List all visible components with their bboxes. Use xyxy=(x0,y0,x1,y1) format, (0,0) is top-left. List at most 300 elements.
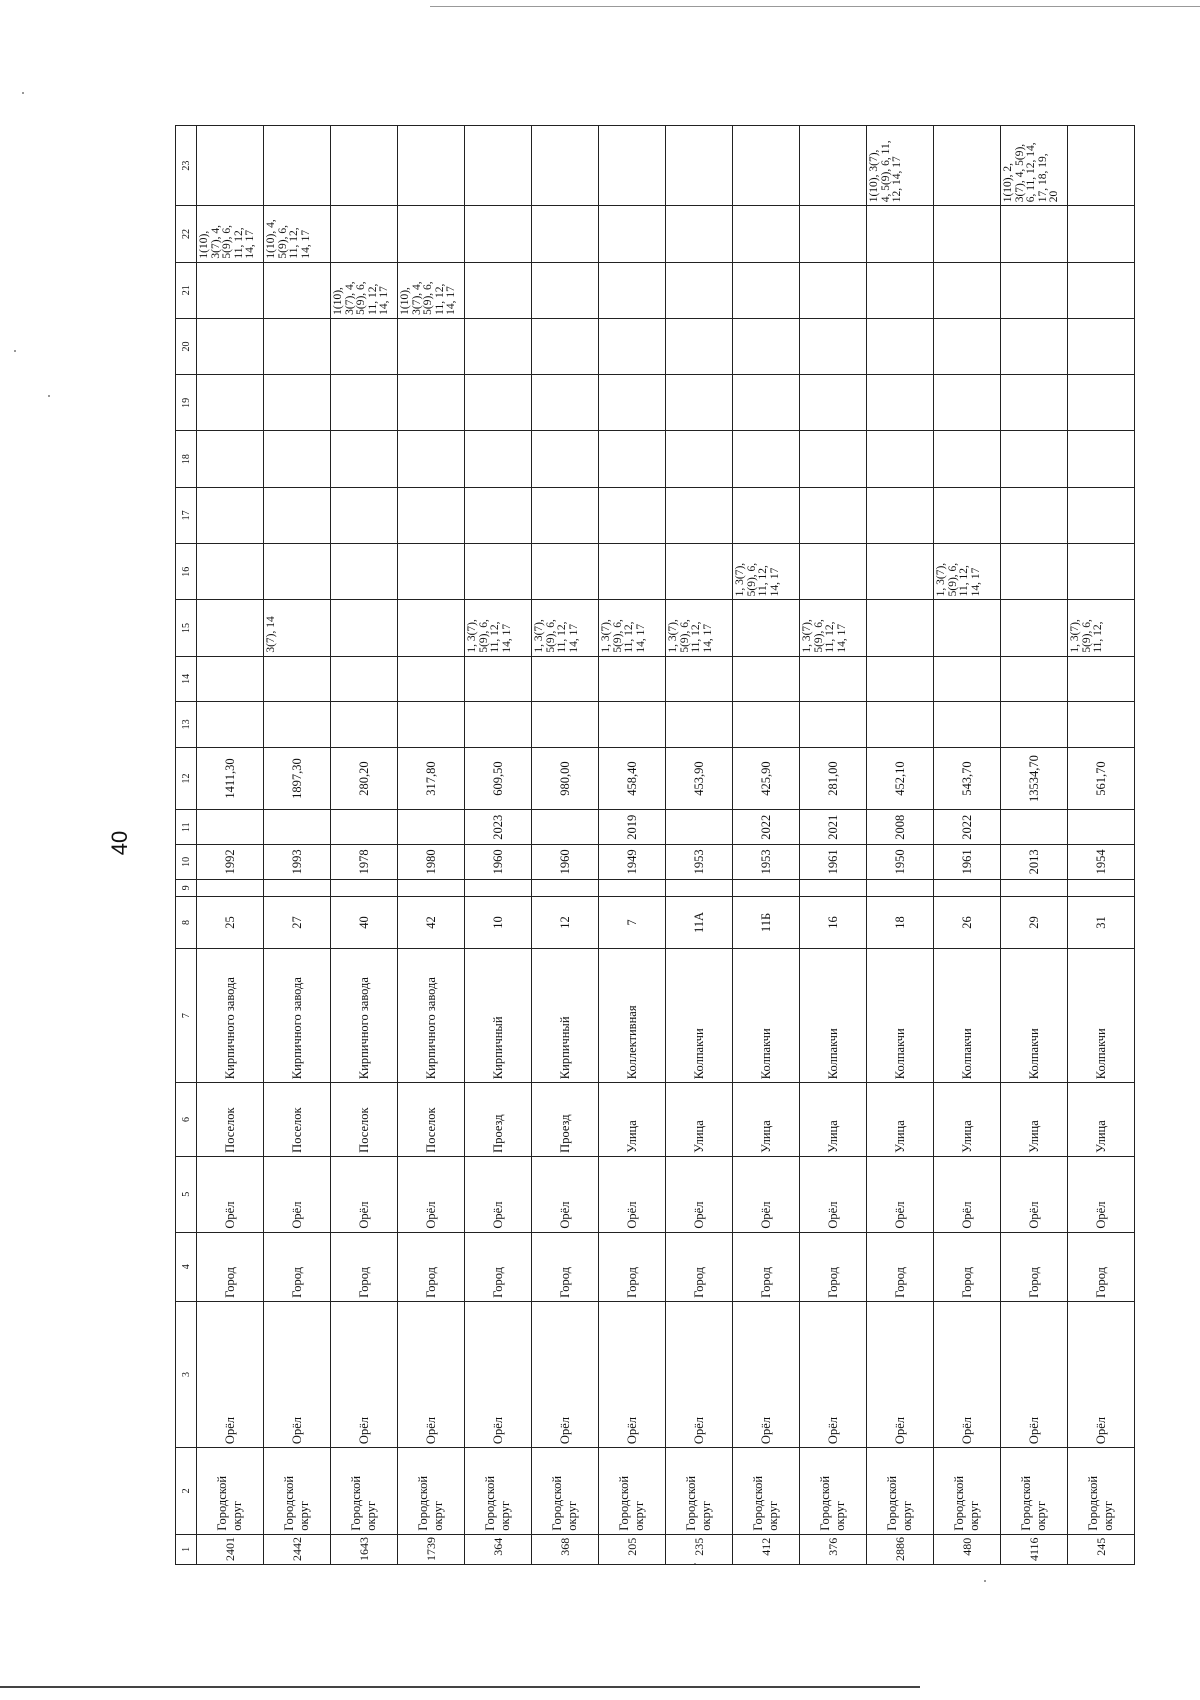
table-cell xyxy=(800,126,867,206)
table-cell: Орёл xyxy=(934,1301,1001,1447)
column-number: 13 xyxy=(176,702,197,747)
table-cell xyxy=(1001,262,1068,318)
table-cell xyxy=(532,702,599,747)
table-cell xyxy=(331,702,398,747)
table-cell: Городской округ xyxy=(331,1448,398,1535)
table-cell xyxy=(197,702,264,747)
table-cell: 376 xyxy=(800,1534,867,1564)
table-cell xyxy=(398,206,465,262)
table-cell: Поселок xyxy=(398,1083,465,1157)
table-cell: Улица xyxy=(1001,1083,1068,1157)
table-cell xyxy=(867,879,934,896)
table-cell: Городской округ xyxy=(867,1448,934,1535)
table-cell: Город xyxy=(1068,1232,1135,1301)
table-cell xyxy=(867,656,934,701)
table-cell xyxy=(733,206,800,262)
table-cell xyxy=(599,318,666,374)
table-cell xyxy=(599,702,666,747)
table-cell: Город xyxy=(934,1232,1001,1301)
table-cell: 3(7), 14 xyxy=(264,600,331,656)
table-cell xyxy=(197,656,264,701)
table-cell: Орёл xyxy=(867,1301,934,1447)
table-cell: Город xyxy=(867,1232,934,1301)
column-number: 16 xyxy=(176,544,197,600)
table-cell: 1960 xyxy=(465,845,532,880)
table-row xyxy=(465,126,532,1565)
table-cell xyxy=(532,810,599,845)
column-number: 21 xyxy=(176,262,197,318)
table-cell: 42 xyxy=(398,896,465,948)
table-cell: 1(10), 2, 3(7), 4, 5(9), 6, 11, 12, 14, 17, 18, 19, 20 xyxy=(1001,126,1068,206)
table-cell xyxy=(867,262,934,318)
table-cell xyxy=(264,126,331,206)
table-cell xyxy=(1001,656,1068,701)
table-cell xyxy=(867,431,934,487)
table-cell xyxy=(867,600,934,656)
table-cell xyxy=(800,656,867,701)
table-row xyxy=(331,126,398,1565)
table-cell xyxy=(666,656,733,701)
table-cell: Орёл xyxy=(331,1156,398,1232)
table-cell xyxy=(934,879,1001,896)
table-cell: 1739 xyxy=(398,1534,465,1564)
table-cell xyxy=(934,318,1001,374)
table-cell xyxy=(331,600,398,656)
table-cell: 27 xyxy=(264,896,331,948)
table-cell xyxy=(398,656,465,701)
table-cell xyxy=(197,544,264,600)
table-cell: Орёл xyxy=(398,1301,465,1447)
table-cell xyxy=(532,375,599,431)
column-number: 2 xyxy=(176,1448,197,1535)
table-cell xyxy=(1068,810,1135,845)
column-number: 17 xyxy=(176,487,197,543)
rotated-table-wrapper xyxy=(175,125,1115,1565)
table-cell: 1953 xyxy=(666,845,733,880)
table-cell: Орёл xyxy=(934,1156,1001,1232)
table-cell: Орёл xyxy=(1001,1156,1068,1232)
table-cell: 1978 xyxy=(331,845,398,880)
table-cell: Город xyxy=(331,1232,398,1301)
table-cell xyxy=(800,879,867,896)
table-cell: 1, 3(7), 5(9), 6, 11, 12, 14, 17 xyxy=(599,600,666,656)
table-cell xyxy=(264,810,331,845)
table-cell: 425,90 xyxy=(733,747,800,810)
column-number: 5 xyxy=(176,1156,197,1232)
table-cell xyxy=(867,544,934,600)
table-cell xyxy=(867,375,934,431)
table-cell xyxy=(666,487,733,543)
column-number: 20 xyxy=(176,318,197,374)
table-cell: 609,50 xyxy=(465,747,532,810)
table-cell: 25 xyxy=(197,896,264,948)
table-cell: Город xyxy=(733,1232,800,1301)
table-cell xyxy=(1068,318,1135,374)
table-cell: 1, 3(7), 5(9), 6, 11, 12, 14, 17 xyxy=(733,544,800,600)
table-cell xyxy=(733,702,800,747)
table-cell: Орёл xyxy=(733,1156,800,1232)
table-cell xyxy=(331,544,398,600)
column-number: 19 xyxy=(176,375,197,431)
table-cell xyxy=(733,656,800,701)
table-cell xyxy=(800,431,867,487)
table-cell: 1, 3(7), 5(9), 6, 11, 12, 14, 17 xyxy=(532,600,599,656)
table-cell: 280,20 xyxy=(331,747,398,810)
table-cell: Городской округ xyxy=(532,1448,599,1535)
table-cell: Орёл xyxy=(532,1156,599,1232)
table-cell xyxy=(398,600,465,656)
table-cell xyxy=(465,656,532,701)
table-cell: Улица xyxy=(599,1083,666,1157)
table-cell: Колпакчи xyxy=(867,948,934,1082)
table-cell: Колпакчи xyxy=(1001,948,1068,1082)
scan-speck xyxy=(984,1580,986,1582)
table-cell: Город xyxy=(1001,1232,1068,1301)
table-cell xyxy=(934,375,1001,431)
table-cell: 245 xyxy=(1068,1534,1135,1564)
table-cell: Орёл xyxy=(599,1156,666,1232)
table-cell xyxy=(666,206,733,262)
table-cell xyxy=(733,879,800,896)
column-number: 18 xyxy=(176,431,197,487)
table-cell: Орёл xyxy=(197,1301,264,1447)
table-cell: Орёл xyxy=(800,1156,867,1232)
table-cell xyxy=(465,487,532,543)
table-cell: Городской округ xyxy=(733,1448,800,1535)
table-cell xyxy=(264,544,331,600)
table-cell: Городской округ xyxy=(197,1448,264,1535)
table-cell: 1897,30 xyxy=(264,747,331,810)
table-cell xyxy=(398,318,465,374)
table-row xyxy=(934,126,1001,1565)
table-cell: Улица xyxy=(867,1083,934,1157)
table-cell xyxy=(331,375,398,431)
table-cell: Улица xyxy=(934,1083,1001,1157)
table-cell xyxy=(733,600,800,656)
table-cell xyxy=(331,126,398,206)
table-cell xyxy=(800,375,867,431)
table-cell xyxy=(331,318,398,374)
table-cell xyxy=(331,487,398,543)
table-cell xyxy=(398,702,465,747)
table-cell: 13534,70 xyxy=(1001,747,1068,810)
table-cell: 2019 xyxy=(599,810,666,845)
table-cell: Город xyxy=(264,1232,331,1301)
table-cell xyxy=(733,318,800,374)
column-number: 15 xyxy=(176,600,197,656)
table-cell xyxy=(532,431,599,487)
table-cell xyxy=(1001,431,1068,487)
table-cell: Поселок xyxy=(331,1083,398,1157)
table-cell: 368 xyxy=(532,1534,599,1564)
table-cell xyxy=(532,318,599,374)
table-cell: 11А xyxy=(666,896,733,948)
table-cell xyxy=(800,318,867,374)
table-cell xyxy=(599,262,666,318)
table-cell: Город xyxy=(599,1232,666,1301)
table-cell xyxy=(331,879,398,896)
table-cell: Городской округ xyxy=(666,1448,733,1535)
table-cell: Проезд xyxy=(532,1083,599,1157)
table-cell: 12 xyxy=(532,896,599,948)
table-row xyxy=(197,126,264,1565)
table-cell xyxy=(934,656,1001,701)
table-cell xyxy=(1001,879,1068,896)
table-cell xyxy=(1001,600,1068,656)
table-cell xyxy=(398,375,465,431)
table-cell xyxy=(599,544,666,600)
table-cell xyxy=(733,487,800,543)
column-number-header xyxy=(176,126,197,1565)
table-cell: 1(10), 3(7), 4, 5(9), 6, 11, 12, 14, 17 xyxy=(867,126,934,206)
table-cell: 205 xyxy=(599,1534,666,1564)
table-cell: Кирпичный xyxy=(465,948,532,1082)
table-cell xyxy=(599,656,666,701)
bottom-scan-edge xyxy=(0,1686,920,1688)
table-cell xyxy=(1001,375,1068,431)
table-cell xyxy=(331,656,398,701)
column-number: 4 xyxy=(176,1232,197,1301)
column-number: 8 xyxy=(176,896,197,948)
table-row xyxy=(264,126,331,1565)
table-cell: 543,70 xyxy=(934,747,1001,810)
column-number: 12 xyxy=(176,747,197,810)
table-cell: Городской округ xyxy=(398,1448,465,1535)
table-cell xyxy=(398,431,465,487)
table-cell: Городской округ xyxy=(264,1448,331,1535)
column-number: 14 xyxy=(176,656,197,701)
table-cell xyxy=(264,879,331,896)
column-number: 7 xyxy=(176,948,197,1082)
table-cell: 1980 xyxy=(398,845,465,880)
table-cell xyxy=(800,262,867,318)
table-cell xyxy=(934,262,1001,318)
table-cell: Улица xyxy=(1068,1083,1135,1157)
table-cell: Город xyxy=(398,1232,465,1301)
table-cell xyxy=(666,810,733,845)
table-cell: Орёл xyxy=(465,1156,532,1232)
table-cell: 453,90 xyxy=(666,747,733,810)
table-cell: 4116 xyxy=(1001,1534,1068,1564)
table-cell xyxy=(465,318,532,374)
table-cell xyxy=(532,206,599,262)
table-cell xyxy=(331,206,398,262)
table-cell: 1992 xyxy=(197,845,264,880)
table-cell xyxy=(465,375,532,431)
table-cell: 1954 xyxy=(1068,845,1135,880)
table-cell: Орёл xyxy=(800,1301,867,1447)
table-cell xyxy=(398,879,465,896)
table-cell xyxy=(264,318,331,374)
table-cell: 1, 3(7), 5(9), 6, 11, 12, xyxy=(1068,600,1135,656)
table-cell xyxy=(1001,206,1068,262)
table-cell xyxy=(465,431,532,487)
table-cell xyxy=(197,810,264,845)
table-cell: 980,00 xyxy=(532,747,599,810)
table-cell: 10 xyxy=(465,896,532,948)
table-cell: Орёл xyxy=(532,1301,599,1447)
table-cell: Колпакчи xyxy=(934,948,1001,1082)
table-cell xyxy=(599,206,666,262)
table-cell xyxy=(197,126,264,206)
table-cell xyxy=(733,262,800,318)
table-cell: 1, 3(7), 5(9), 6, 11, 12, 14, 17 xyxy=(800,600,867,656)
table-cell xyxy=(1068,262,1135,318)
column-number: 9 xyxy=(176,879,197,896)
table-cell xyxy=(532,544,599,600)
table-cell: Колпакчи xyxy=(733,948,800,1082)
table-cell: 11Б xyxy=(733,896,800,948)
table-cell: Орёл xyxy=(1068,1301,1135,1447)
table-cell xyxy=(532,262,599,318)
table-cell: 16 xyxy=(800,896,867,948)
column-number: 6 xyxy=(176,1083,197,1157)
table-cell: Поселок xyxy=(197,1083,264,1157)
column-number: 10 xyxy=(176,845,197,880)
table-cell: 2013 xyxy=(1001,845,1068,880)
table-cell: Городской округ xyxy=(1001,1448,1068,1535)
table-cell xyxy=(733,126,800,206)
table-cell: Орёл xyxy=(197,1156,264,1232)
table-cell: 1(10), 4, 5(9), 6, 11, 12, 14, 17 xyxy=(264,206,331,262)
table-cell: 2442 xyxy=(264,1534,331,1564)
table-cell: 18 xyxy=(867,896,934,948)
table-cell: Коллективная xyxy=(599,948,666,1082)
table-cell xyxy=(666,375,733,431)
scan-speck xyxy=(22,92,24,94)
table-cell xyxy=(1068,206,1135,262)
table-cell xyxy=(532,656,599,701)
table-cell xyxy=(733,375,800,431)
table-cell xyxy=(733,431,800,487)
table-cell: Кирпичного завода xyxy=(197,948,264,1082)
table-cell: Орёл xyxy=(398,1156,465,1232)
column-number: 23 xyxy=(176,126,197,206)
register-table xyxy=(175,125,1135,1565)
table-cell: Город xyxy=(532,1232,599,1301)
table-row xyxy=(733,126,800,1565)
table-cell xyxy=(867,487,934,543)
table-cell xyxy=(666,262,733,318)
scan-speck xyxy=(48,395,50,397)
table-cell: 1953 xyxy=(733,845,800,880)
table-cell: Городской округ xyxy=(599,1448,666,1535)
table-cell: Кирпичного завода xyxy=(398,948,465,1082)
table-cell: Кирпичного завода xyxy=(264,948,331,1082)
table-cell xyxy=(1001,810,1068,845)
top-scan-edge xyxy=(430,6,1200,7)
table-cell: Городской округ xyxy=(1068,1448,1135,1535)
column-number: 1 xyxy=(176,1534,197,1564)
table-cell xyxy=(532,879,599,896)
table-cell: 1(10), 3(7), 4, 5(9), 6, 11, 12, 14, 17 xyxy=(197,206,264,262)
table-cell: Орёл xyxy=(1068,1156,1135,1232)
table-cell: 1949 xyxy=(599,845,666,880)
table-cell: Орёл xyxy=(264,1301,331,1447)
table-cell: 561,70 xyxy=(1068,747,1135,810)
table-cell xyxy=(398,126,465,206)
table-cell xyxy=(465,544,532,600)
table-cell xyxy=(197,262,264,318)
table-cell xyxy=(264,656,331,701)
table-cell: 1(10), 3(7), 4, 5(9), 6, 11, 12, 14, 17 xyxy=(398,262,465,318)
table-cell: 480 xyxy=(934,1534,1001,1564)
table-cell: 7 xyxy=(599,896,666,948)
table-cell xyxy=(1068,126,1135,206)
table-cell: Городской округ xyxy=(800,1448,867,1535)
table-cell xyxy=(800,702,867,747)
table-cell xyxy=(666,879,733,896)
table-cell: Колпакчи xyxy=(1068,948,1135,1082)
table-cell: Кирпичного завода xyxy=(331,948,398,1082)
register-table-body xyxy=(176,126,1135,1565)
table-cell: 2886 xyxy=(867,1534,934,1564)
table-row xyxy=(867,126,934,1565)
table-cell xyxy=(264,262,331,318)
table-row xyxy=(398,126,465,1565)
table-cell xyxy=(666,544,733,600)
table-cell: 1411,30 xyxy=(197,747,264,810)
table-cell: 31 xyxy=(1068,896,1135,948)
table-cell: Колпакчи xyxy=(800,948,867,1082)
table-cell xyxy=(867,318,934,374)
table-row xyxy=(599,126,666,1565)
table-cell xyxy=(934,206,1001,262)
table-cell xyxy=(465,262,532,318)
table-cell xyxy=(398,544,465,600)
table-cell xyxy=(197,431,264,487)
table-cell xyxy=(331,431,398,487)
table-cell xyxy=(197,375,264,431)
table-cell: Орёл xyxy=(264,1156,331,1232)
table-row xyxy=(532,126,599,1565)
table-cell: 26 xyxy=(934,896,1001,948)
table-cell xyxy=(1068,544,1135,600)
table-cell: 2008 xyxy=(867,810,934,845)
table-row xyxy=(1001,126,1068,1565)
table-cell xyxy=(197,600,264,656)
table-cell: 1961 xyxy=(934,845,1001,880)
table-cell xyxy=(599,375,666,431)
table-cell: Орёл xyxy=(331,1301,398,1447)
table-cell xyxy=(465,126,532,206)
table-cell xyxy=(1068,487,1135,543)
table-cell: Город xyxy=(666,1232,733,1301)
table-cell: 1960 xyxy=(532,845,599,880)
table-cell xyxy=(1001,487,1068,543)
table-cell: 2401 xyxy=(197,1534,264,1564)
table-cell xyxy=(666,318,733,374)
table-cell xyxy=(1001,544,1068,600)
table-cell: Город xyxy=(800,1232,867,1301)
table-cell: 2022 xyxy=(733,810,800,845)
table-cell xyxy=(197,879,264,896)
table-cell xyxy=(800,487,867,543)
table-cell: 29 xyxy=(1001,896,1068,948)
table-row xyxy=(666,126,733,1565)
table-cell: 458,40 xyxy=(599,747,666,810)
table-cell: 2023 xyxy=(465,810,532,845)
table-cell xyxy=(1001,318,1068,374)
table-cell: 2022 xyxy=(934,810,1001,845)
table-cell xyxy=(666,702,733,747)
page-number: 40 xyxy=(107,830,132,856)
table-cell xyxy=(599,487,666,543)
table-cell xyxy=(867,702,934,747)
column-number: 3 xyxy=(176,1301,197,1447)
scan-speck xyxy=(14,350,16,352)
table-cell: Город xyxy=(465,1232,532,1301)
